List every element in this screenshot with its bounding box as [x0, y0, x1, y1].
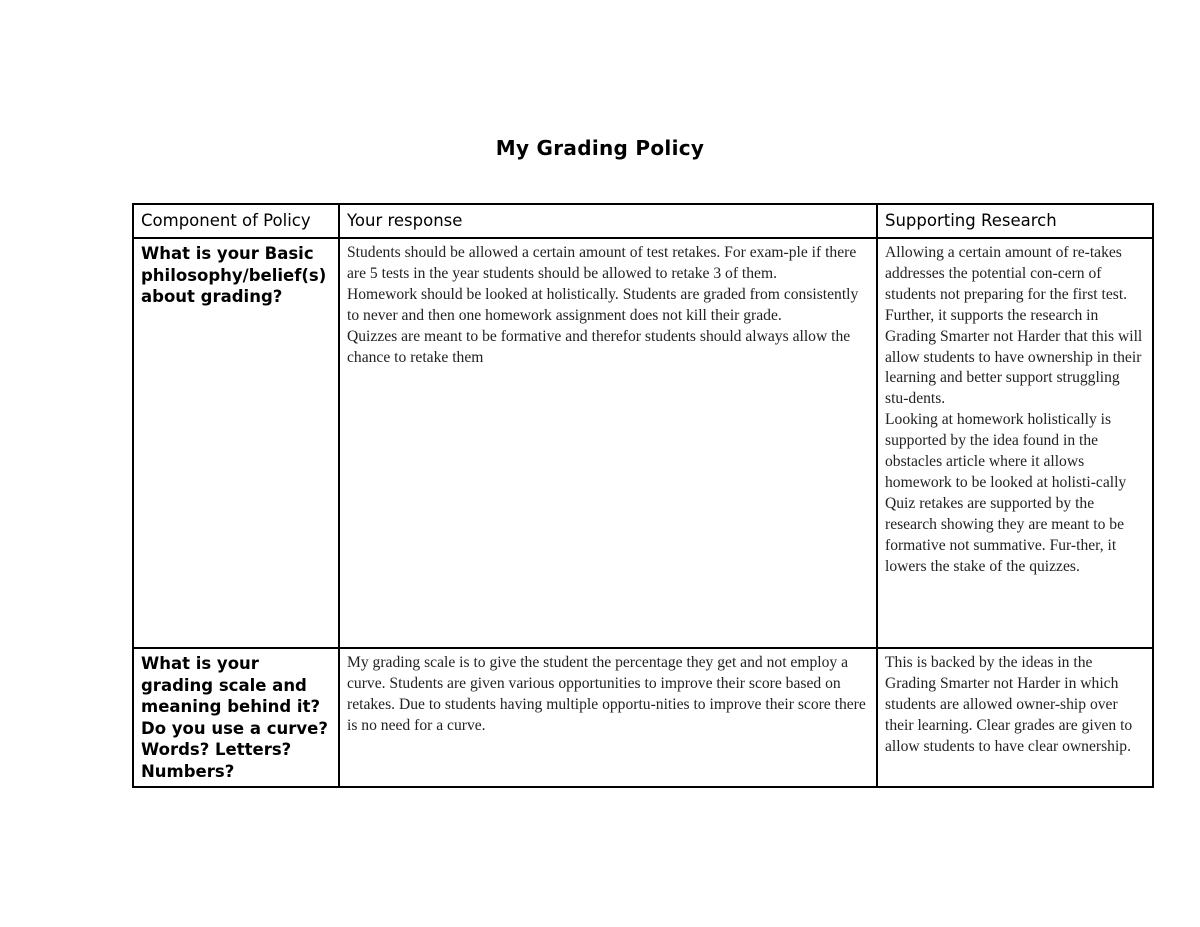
research-cell: [877, 648, 1153, 787]
response-paragraph: Homework should be looked at holistically. Students are graded from consistently to never and then one homework assignment does not kill their grade.: [347, 285, 859, 324]
response-paragraph: My grading scale is to give the student the percentage they get and not employ a curve. Students are given various opportunities to improve their score based on retakes. Due to students having multiple opportu-nities to improve their score there is no need for a curve.: [347, 654, 866, 734]
grading-policy-table: [132, 203, 1154, 788]
document-title: My Grading Policy: [495, 136, 705, 160]
component-cell: What is your grading scale and meaning behind it? Do you use a curve? Words? Letters? Numbers?: [133, 648, 339, 787]
response-cell: [339, 238, 877, 648]
table-row: [133, 648, 1153, 787]
research-paragraph: This is backed by the ideas in the Grading Smarter not Harder in which students are allowed owner-ship over their learning. Clear grades are given to allow students to have clear ownership.: [885, 654, 1133, 755]
research-paragraph: Looking at homework holistically is supported by the idea found in the obstacles article where it allows homework to be looked at holisti-cally: [885, 411, 1127, 491]
response-paragraph: Quizzes are meant to be formative and therefor students should always allow the chance to retake them: [347, 327, 851, 366]
research-cell: [877, 238, 1153, 648]
header-response: Your response: [339, 204, 877, 238]
research-paragraph: Quiz retakes are supported by the research showing they are meant to be formative not summative. Fur-ther, it lowers the stake of the quizzes.: [885, 494, 1125, 575]
header-component: Component of Policy: [133, 204, 339, 238]
response-cell: [339, 648, 877, 787]
component-cell: What is your Basic philosophy/belief(s) about grading?: [133, 238, 339, 648]
research-paragraph: Allowing a certain amount of re-takes addresses the potential con-cern of students not preparing for the first test. Further, it supports the research in Grading Smarter not Harder that this will allow students to have ownership in their learning and better support struggling stu-dents.: [885, 244, 1143, 408]
table-row: [133, 238, 1153, 648]
table-header-row: [133, 204, 1153, 238]
response-paragraph: Students should be allowed a certain amount of test retakes. For exam-ple if there are 5 tests in the year students should be allowed to retake 3 of them.: [347, 244, 857, 282]
header-research: Supporting Research: [877, 204, 1153, 238]
